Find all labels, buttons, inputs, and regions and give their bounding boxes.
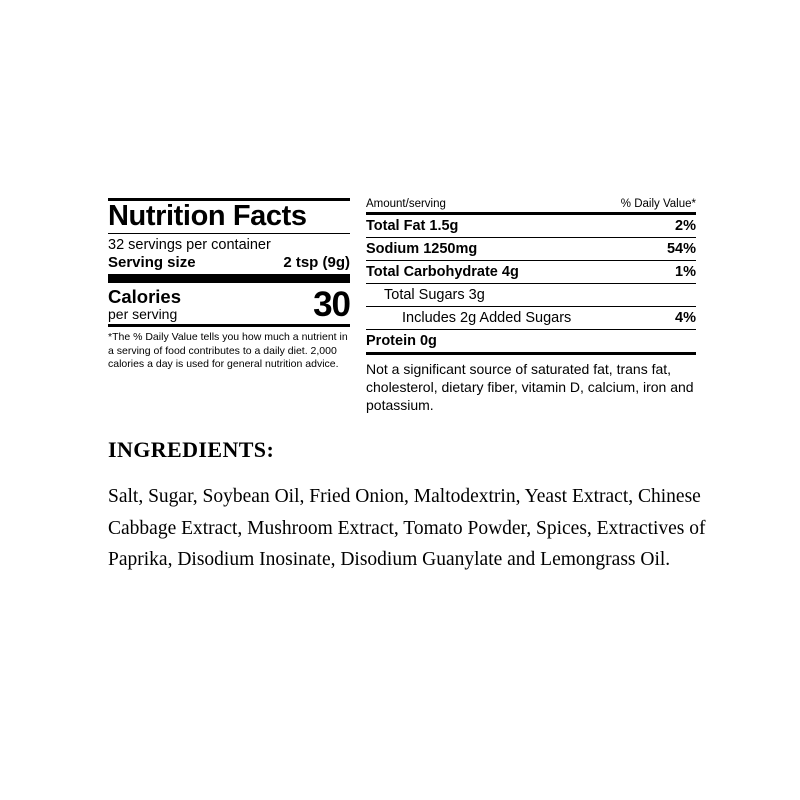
nutrient-name: Total Fat <box>366 218 426 234</box>
ingredients-section <box>108 437 728 576</box>
serving-size-label: Serving size <box>108 254 196 272</box>
nutrition-table-header <box>366 198 696 212</box>
daily-value-header: % Daily Value* <box>620 198 696 210</box>
nutrient-row-sodium <box>366 238 696 260</box>
nutrient-row-total-sugars <box>366 284 696 306</box>
nutrient-daily-value: 54% <box>666 241 696 257</box>
nutrient-daily-value: 1% <box>675 264 696 280</box>
calories-value: 30 <box>313 285 350 325</box>
calories-block <box>108 283 350 323</box>
daily-value-footnote: *The % Daily Value tells you how much a nutrient in a serving of food contributes to a daily diet. 2,000 calories a day is used for general nutrition advice. <box>108 330 348 371</box>
nutrient-daily-value: 2% <box>675 218 696 234</box>
nutrient-row-total-fat <box>366 215 696 237</box>
amount-per-serving-header: Amount/serving <box>366 198 446 210</box>
nutrient-amount: 3g <box>468 287 485 303</box>
ingredients-heading: INGREDIENTS: <box>108 437 275 462</box>
nutrient-amount: 0g <box>419 333 437 349</box>
nutrient-daily-value: 4% <box>675 310 696 326</box>
nutrient-row-added-sugars <box>366 307 696 329</box>
nutrient-name: Total Carbohydrate <box>366 264 498 280</box>
nutrition-disclaimer: Not a significant source of saturated fat, trans fat, cholesterol, dietary fiber, vitamin D, calcium, iron and potassium. <box>366 361 694 414</box>
nutrient-amount: 4g <box>501 264 519 280</box>
nutrition-right-column <box>366 198 696 415</box>
calories-label: Calories <box>108 286 182 308</box>
nutrient-amount: 1.5g <box>429 218 459 234</box>
nutrient-row-total-carbohydrate <box>366 261 696 283</box>
nutrition-facts-title: Nutrition Facts <box>108 200 307 232</box>
calories-sublabel: per serving <box>108 305 178 322</box>
nutrient-name: Sodium <box>366 241 420 257</box>
nutrient-amount: 1250mg <box>423 241 478 257</box>
nutrient-name: Protein <box>366 333 416 349</box>
nutrient-label <box>366 218 458 234</box>
serving-size-row <box>108 254 350 274</box>
serving-size-bottom-rule <box>108 274 350 283</box>
nutrient-label <box>366 333 437 349</box>
serving-size-value: 2 tsp (9g) <box>283 254 350 272</box>
nutrition-facts-panel <box>108 198 696 415</box>
calories-label-wrap <box>108 287 181 321</box>
nutrient-label: Includes 2g Added Sugars <box>402 310 572 326</box>
nutrient-row-protein <box>366 330 696 352</box>
nutrient-name: Total Sugars <box>384 287 465 303</box>
nutrient-label <box>366 241 477 257</box>
servings-per-container: 32 servings per container <box>108 237 271 254</box>
ingredients-text: Salt, Sugar, Soybean Oil, Fried Onion, Maltodextrin, Yeast Extract, Chinese Cabbage Extract, Mushroom Extract, Tomato Powder, Spices, Extractives of Paprika, Disodium Inosinate, Disodium Guanylate and Lemongrass Oil. <box>108 486 706 571</box>
nutrient-label <box>366 264 519 280</box>
nutrition-left-column <box>108 198 360 372</box>
nutrient-label <box>384 287 485 303</box>
